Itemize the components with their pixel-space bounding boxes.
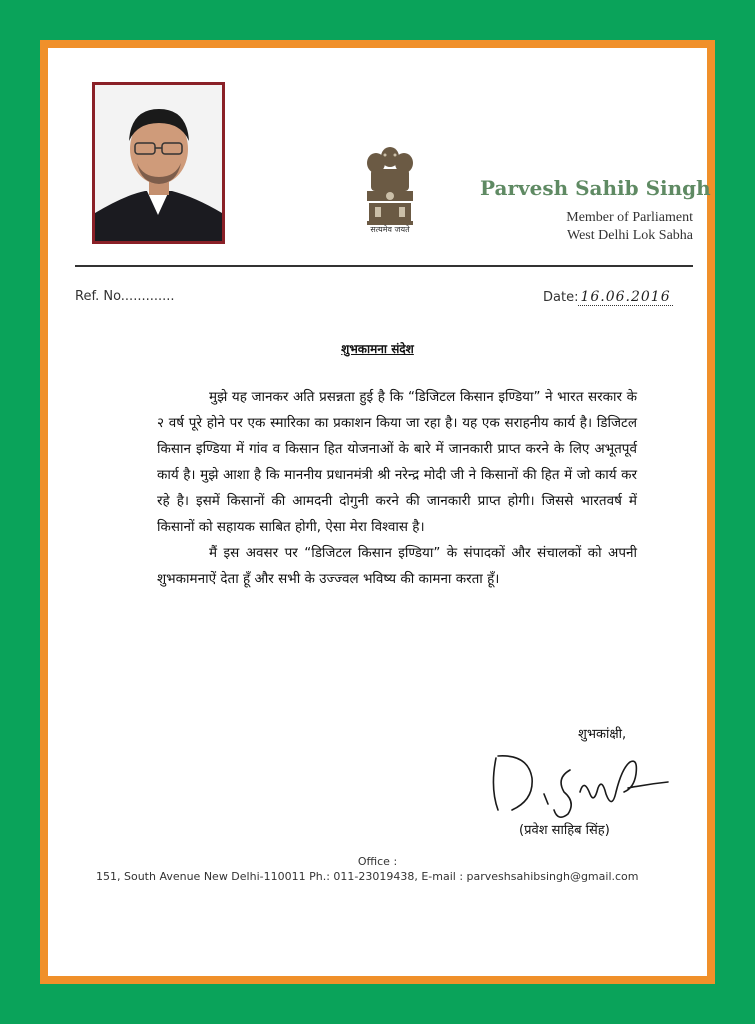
designation-line-1: Member of Parliament	[566, 210, 693, 225]
date-field	[543, 289, 673, 305]
office-label: Office :	[357, 855, 398, 868]
letter-subject: शुभकामना संदेश	[341, 342, 414, 356]
office-address: 151, South Avenue New Delhi-110011 Ph.: 011-23019438, E-mail : parveshsahibsingh@gmail.com	[96, 870, 639, 883]
emblem-caption: सत्यमेव जयते	[370, 225, 410, 234]
signatory-name: (प्रवेश साहिब सिंह)	[519, 823, 610, 838]
mp-designation	[470, 209, 693, 245]
designation-line-2: West Delhi Lok Sabha	[566, 228, 693, 243]
handwritten-signature	[488, 748, 678, 828]
national-emblem-icon	[361, 145, 419, 235]
date-label: Date:	[543, 290, 579, 305]
portrait-photo	[92, 82, 225, 244]
header-divider	[75, 265, 693, 267]
letter-body	[157, 384, 637, 592]
sign-off: शुभकांक्षी,	[578, 727, 627, 742]
mp-name: Parvesh Sahib Singh	[480, 176, 711, 200]
reference-number: Ref. No.............	[75, 289, 175, 304]
person-portrait-icon	[95, 85, 222, 241]
body-paragraph-1: मुझे यह जानकर अति प्रसन्नता हुई है कि “डिजिटल किसान इण्डिया” ने भारत सरकार के २ वर्ष पूरे होने पर एक स्मारिका का प्रकाशन किया जा रहा है। यह एक सराहनीय कार्य है। डिजिटल किसान इण्डिया में गांव व किसान हित योजनाओं के बारे में जानकारी प्राप्त करने के लिए अभूतपूर्व कार्य है। मुझे आशा है कि माननीय प्रधानमंत्री श्री नरेन्द्र मोदी जी ने किसानों की हित में जो कार्य कर रहे है। इसमें किसानों की आमदनी दोगुनी करने की जानकारी प्राप्त होगी। जिससे भारतवर्ष में किसानों को सहायक साबित होगी, ऐसा मेरा विश्वास है।	[157, 389, 637, 535]
body-paragraph-2: मैं इस अवसर पर “डिजिटल किसान इण्डिया” के संपादकों और संचालकों को अपनी शुभकामनाऐं देता हूँ और सभी के उज्ज्वल भविष्य की कामना करता हूँ।	[157, 545, 637, 587]
date-value: 16.06.2016	[580, 289, 671, 305]
